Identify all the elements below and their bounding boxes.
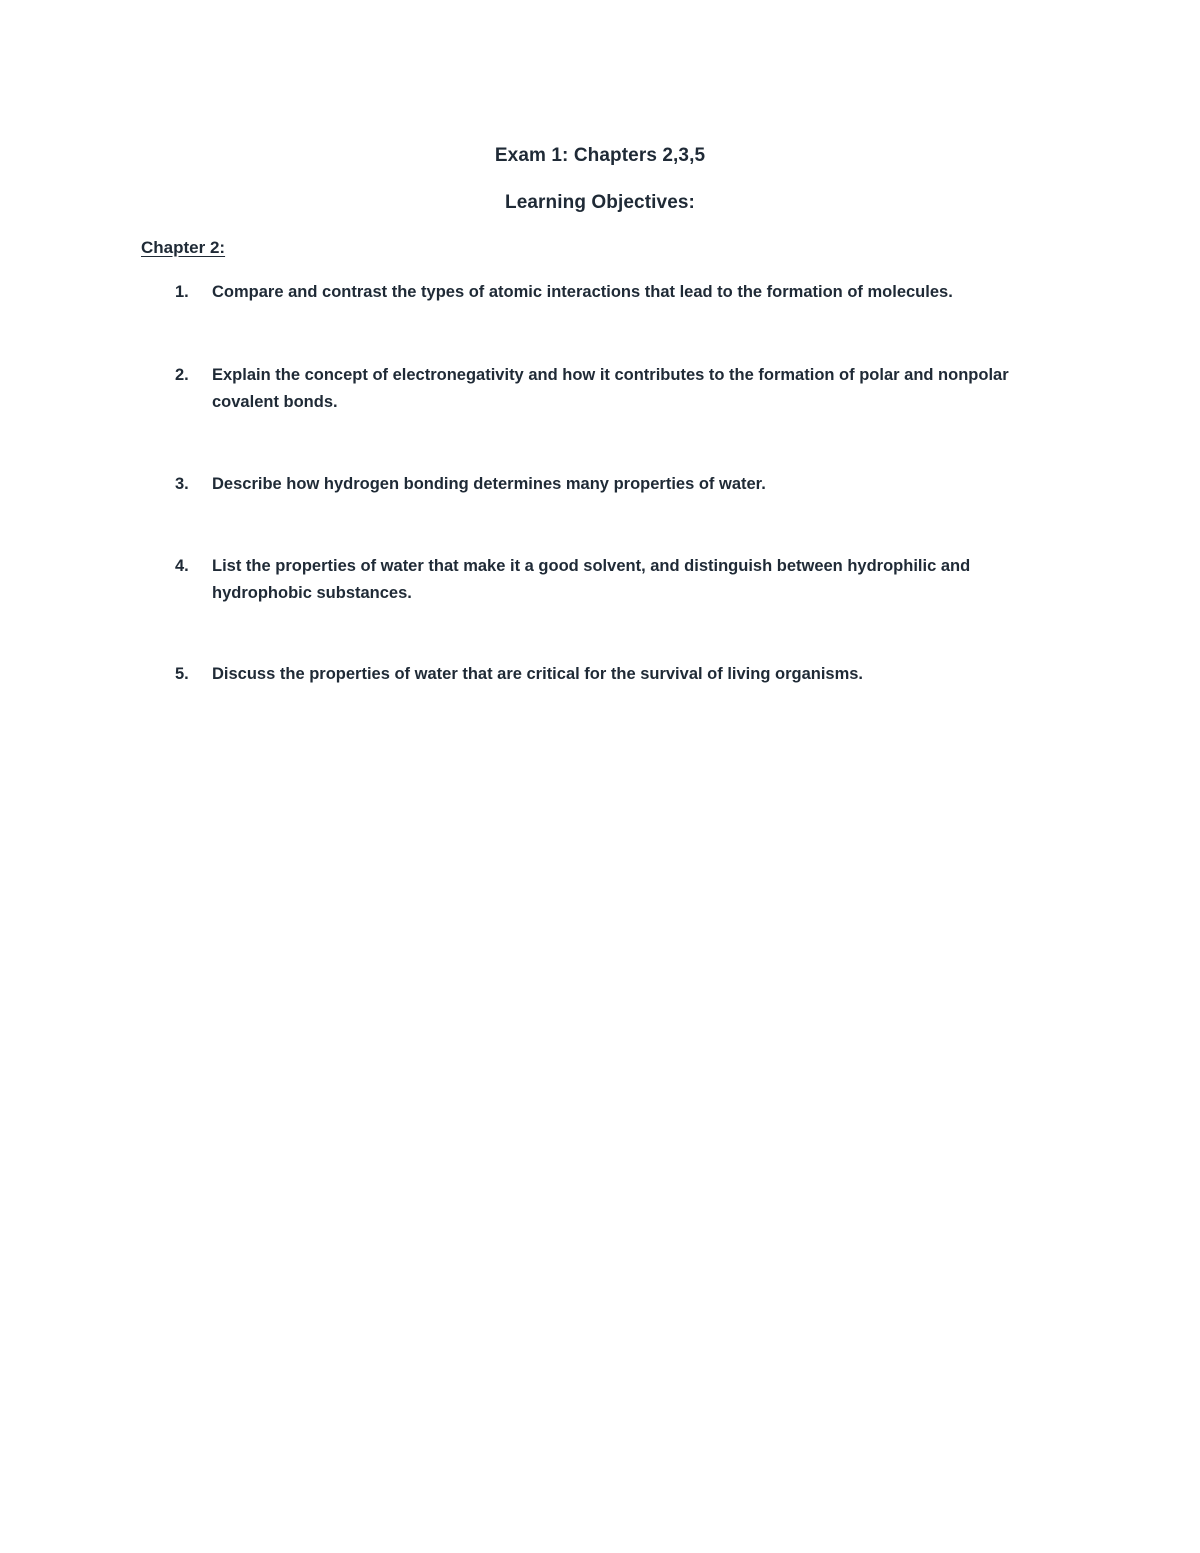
objective-number: 4. bbox=[175, 557, 189, 575]
objective-text: Describe how hydrogen bonding determines many properties of water. bbox=[212, 475, 766, 493]
document-subtitle: Learning Objectives: bbox=[505, 192, 695, 213]
objective-number: 3. bbox=[175, 475, 189, 493]
objective-text: Discuss the properties of water that are critical for the survival of living organisms. bbox=[212, 665, 864, 683]
chapter-heading: Chapter 2: bbox=[141, 238, 226, 257]
objective-item bbox=[175, 661, 1035, 688]
objective-text: Explain the concept of electronegativity and how it contributes to the formation of polar and nonpolar covalent bonds. bbox=[212, 366, 1009, 411]
objective-item bbox=[175, 362, 1035, 416]
document-title: Exam 1: Chapters 2,3,5 bbox=[494, 145, 706, 166]
objective-number: 1. bbox=[175, 283, 189, 301]
objective-item bbox=[175, 279, 1035, 306]
objective-text: List the properties of water that make it a good solvent, and distinguish between hydrophilic and hydrophobic substances. bbox=[212, 557, 971, 602]
objective-item bbox=[175, 471, 1035, 498]
objective-number: 2. bbox=[175, 366, 189, 384]
objective-number: 5. bbox=[175, 665, 189, 683]
objective-item bbox=[175, 553, 1035, 607]
objective-text: Compare and contrast the types of atomic interactions that lead to the formation of molecules. bbox=[212, 283, 953, 301]
